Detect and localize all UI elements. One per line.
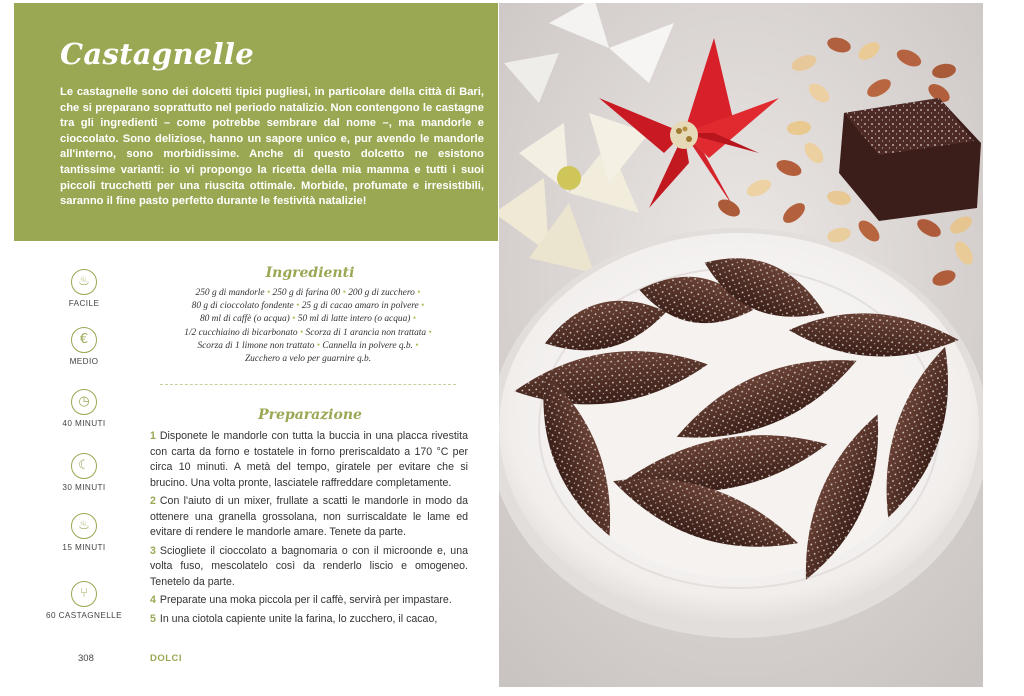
chef-hat-icon: ♨ — [71, 269, 97, 295]
ingredients-title: Ingredienti — [265, 265, 355, 281]
step-number: 3 — [150, 544, 156, 557]
recipe-intro: Le castagnelle sono dei dolcetti tipici pugliesi, in particolare della città di Bari, che si preparano soprattutto nel periodo natalizio. Non contengono le castagne tra gli ingredienti – come potrebbe sembrare dal nome –, ma mandorle e cioccolato. Sono deliziose, hanno un sapore unico e, pur avendo le mandorle all'interno, sono morbidissime. Anche di questo dolcetto ne esistono tantissime varianti: io vi propongo la ricetta della mia mamma e tutti i suoi piccoli trucchetti per una riuscita ottimale. Morbide, profumate e irresistibili, saranno il fine pasto perfetto durante le festività natalizie! — [60, 86, 484, 208]
step-number: 4 — [150, 594, 156, 606]
recipe-title: Castagnelle — [60, 37, 254, 71]
ingredient-separator: • — [314, 340, 323, 351]
ingredient-item: 1/2 cucchiaino di bicarbonato — [184, 327, 298, 338]
cook-time-info — [14, 513, 154, 552]
preparation-steps — [150, 429, 468, 630]
ingredient-line — [150, 327, 466, 340]
ingredient-separator: • — [297, 327, 306, 338]
page-number: 308 — [78, 653, 94, 664]
preparation-step — [150, 544, 468, 591]
preparation-step — [150, 494, 468, 541]
ingredient-separator: • — [414, 288, 421, 298]
ingredient-separator: • — [418, 301, 425, 312]
preparation-step — [150, 593, 468, 609]
intro-panel — [14, 3, 498, 241]
section-label: DOLCI — [150, 653, 183, 664]
moon-rest-icon: ☾ — [71, 453, 97, 479]
step-number: 1 — [150, 430, 156, 442]
difficulty-info — [14, 269, 154, 308]
ingredient-separator: • — [426, 327, 432, 338]
ingredient-item: Cannella in polvere q.b. — [322, 340, 413, 351]
ingredient-separator: • — [289, 314, 298, 325]
ingredient-line — [150, 340, 466, 353]
ingredient-line — [150, 313, 466, 326]
ingredient-item: 80 g di cioccolato fondente — [191, 301, 294, 312]
ingredient-item: Scorza di 1 limone non trattato — [197, 340, 315, 351]
preparation-step — [150, 612, 468, 628]
ingredients-list — [150, 287, 466, 366]
step-number: 2 — [150, 495, 156, 507]
step-text: Con l'aiuto di un mixer, frullate a scatti le mandorle in modo da ottenere una granella grossolana, non surriscaldate le lame ed evitare di rendere le mandorle amare. Tenete da parte. — [150, 495, 468, 538]
prep-time-label: 40 MINUTI — [62, 419, 106, 428]
ingredient-separator: • — [410, 314, 417, 325]
ingredient-item: 50 ml di latte intero (o acqua) — [297, 314, 411, 325]
yield-info — [14, 581, 154, 620]
yield-label: 60 CASTAGNELLE — [46, 611, 122, 620]
ingredient-separator: • — [293, 301, 302, 312]
ingredient-item: 25 g di cacao amaro in polvere — [301, 301, 419, 312]
ingredient-item: 250 g di farina 00 — [272, 288, 341, 298]
preparation-title: Preparazione — [258, 407, 362, 423]
step-text: In una ciotola capiente unite la farina, lo zucchero, il cacao, — [159, 612, 438, 625]
ingredient-item: 200 g di zucchero — [348, 288, 415, 298]
rest-time-info — [14, 453, 154, 492]
euro-coin-icon: € — [71, 327, 97, 353]
cutlery-icon: ⑂ — [71, 581, 97, 607]
ingredient-separator: • — [340, 288, 349, 298]
step-text: Sciogliete il cioccolato a bagnomaria o con il microonde e, una volta fuso, mescolatelo così da renderlo liscio e omogeneo. Tenetelo da parte. — [150, 544, 468, 588]
stopwatch-icon: ◷ — [71, 389, 97, 415]
section-divider — [160, 384, 456, 387]
ingredient-line — [150, 353, 466, 366]
step-text: Disponete le mandorle con tutta la buccia in una placca rivestita con carta da forno e tostatele in forno preriscaldato a 170 °C per circa 10 minuti. A metà del tempo, giratele per evitare che si brucino. Una volta pronte, lasciatele raffreddare completamente. — [150, 430, 468, 489]
prep-time-info — [14, 389, 154, 428]
cooking-pot-icon: ♨ — [71, 513, 97, 539]
ingredient-line — [150, 300, 466, 313]
preparation-step — [150, 429, 468, 491]
ingredient-item: Scorza di 1 arancia non trattata — [305, 327, 427, 338]
recipe-photo — [499, 3, 983, 687]
rest-time-label: 30 MINUTI — [62, 483, 106, 492]
recipe-info-sidebar — [14, 241, 142, 687]
recipe-page — [14, 3, 498, 687]
step-text: Preparate una moka piccola per il caffè, servirà per impastare. — [159, 594, 452, 606]
ingredient-line — [150, 287, 466, 300]
step-number: 5 — [150, 612, 156, 625]
ingredient-item: Zucchero a velo per guarnire q.b. — [244, 354, 372, 365]
cost-info — [14, 327, 154, 366]
cook-time-label: 15 MINUTI — [62, 543, 106, 552]
ingredient-item: 250 g di mandorle — [195, 288, 265, 298]
cost-label: MEDIO — [69, 357, 99, 366]
ingredient-separator: • — [412, 340, 419, 351]
difficulty-label: FACILE — [68, 299, 100, 308]
castagnelle-plate-illustration — [499, 3, 983, 687]
ingredient-item: 80 ml di caffè (o acqua) — [199, 314, 290, 325]
ingredient-separator: • — [264, 288, 273, 298]
